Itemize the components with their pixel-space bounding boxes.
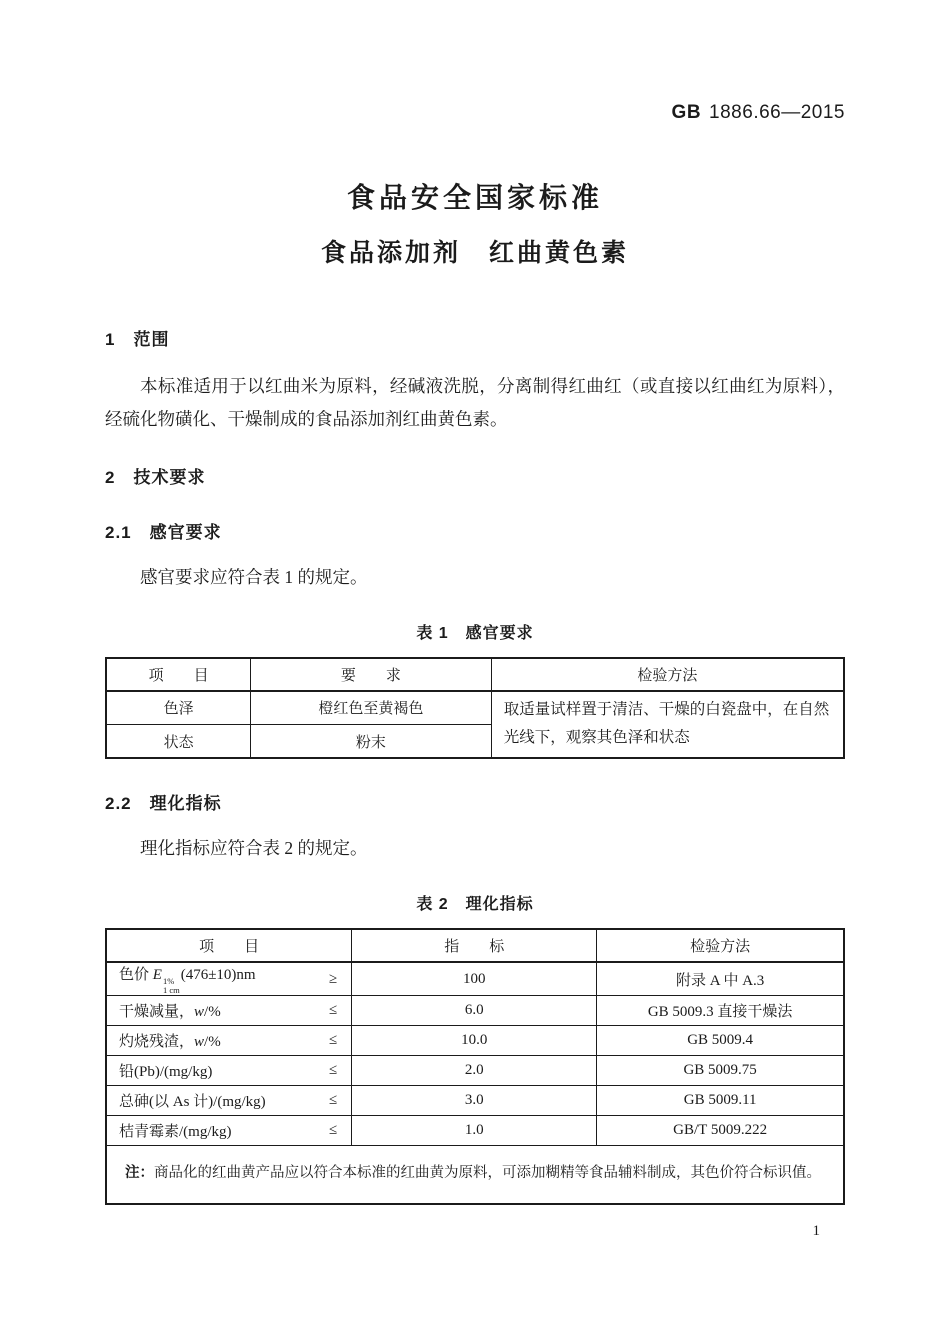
section-1-body: 本标准适用于以红曲米为原料，经碱液洗脱，分离制得红曲红（或直接以红曲红为原料），经硫化物磺化、干燥制成的食品添加剂红曲黄色素。 xyxy=(105,376,845,430)
table-1-header-requirement: 要 求 xyxy=(251,658,492,691)
table-2-header-index: 指 标 xyxy=(352,929,597,962)
table-2-item-drying-loss: 干燥减量，w/% ≤ xyxy=(106,996,352,1026)
relation-symbol: ≤ xyxy=(329,1062,338,1079)
table-2-header-row xyxy=(106,929,844,962)
table-2-value: 3.0 xyxy=(352,1086,597,1116)
table-2-value: 1.0 xyxy=(352,1116,597,1146)
table-2-method: GB/T 5009.222 xyxy=(597,1116,844,1146)
relation-symbol: ≤ xyxy=(329,1122,338,1139)
table-note-row xyxy=(106,1146,844,1205)
table-row xyxy=(106,1086,844,1116)
table-row xyxy=(106,691,844,725)
table-physicochemical-indexes xyxy=(105,928,845,1205)
relation-symbol: ≤ xyxy=(329,1092,338,1109)
table-1-header-item: 项 目 xyxy=(106,658,251,691)
table-2-method: GB 5009.75 xyxy=(597,1056,844,1086)
table-2-value: 100 xyxy=(352,962,597,995)
table-2-item-citrinin: 桔青霉素/(mg/kg) ≤ xyxy=(106,1116,352,1146)
relation-symbol: ≤ xyxy=(329,1002,338,1019)
table-1-method-merged: 取适量试样置于清洁、干燥的白瓷盘中，在自然光线下，观察其色泽和状态 xyxy=(491,691,844,758)
table-2-item-arsenic: 总砷(以 As 计)/(mg/kg) ≤ xyxy=(106,1086,352,1116)
document-title-line2: 食品添加剂 红曲黄色素 xyxy=(320,239,629,267)
table-2-item-ignition-residue: 灼烧残渣，w/% ≤ xyxy=(106,1026,352,1056)
table-1-requirement-color: 橙红色至黄褐色 xyxy=(251,691,492,725)
section-2-2-body: 理化指标应符合表 2 的规定。 xyxy=(140,838,368,859)
table-2-caption: 表 2 理化指标 xyxy=(416,896,534,914)
table-2-method: GB 5009.4 xyxy=(597,1026,844,1056)
table-1-caption: 表 1 感官要求 xyxy=(416,624,534,642)
standard-code-prefix: GB xyxy=(671,102,702,123)
table-1-item-color: 色泽 xyxy=(106,691,251,725)
standard-code xyxy=(105,0,845,124)
document-title-line1: 食品安全国家标准 xyxy=(346,182,603,213)
table-2-item-color-value: 色价 E 1% 1 cm (476±10)nm ≥ xyxy=(106,962,352,995)
table-2-header-item: 项 目 xyxy=(106,929,352,962)
table-row xyxy=(106,996,844,1026)
section-2-heading: 2 技术要求 xyxy=(105,467,206,487)
table-row xyxy=(106,1026,844,1056)
table-sensory-requirements xyxy=(105,657,845,759)
table-2-item-lead: 铅(Pb)/(mg/kg) ≤ xyxy=(106,1056,352,1086)
E-symbol: E xyxy=(152,967,162,984)
supsub-stack: 1% 1 cm xyxy=(162,975,180,995)
page-number: 1 xyxy=(812,1223,820,1239)
relation-symbol: ≤ xyxy=(329,1032,338,1049)
note-label: 注： xyxy=(125,1164,154,1181)
table-1-item-state: 状态 xyxy=(106,724,251,758)
standard-code-number: 1886.66—2015 xyxy=(709,102,845,123)
table-row xyxy=(106,1056,844,1086)
table-2-value: 2.0 xyxy=(352,1056,597,1086)
section-2-2-heading: 2.2 理化指标 xyxy=(105,794,222,814)
table-2-value: 6.0 xyxy=(352,996,597,1026)
section-2-1-heading: 2.1 感官要求 xyxy=(105,522,222,542)
table-2-method: GB 5009.11 xyxy=(597,1086,844,1116)
relation-symbol: ≥ xyxy=(329,970,338,987)
table-1-header-row xyxy=(106,658,844,691)
table-row xyxy=(106,962,844,995)
section-1-heading: 1 范围 xyxy=(105,330,170,349)
table-2-method: GB 5009.3 直接干燥法 xyxy=(597,996,844,1026)
table-2-method: 附录 A 中 A.3 xyxy=(597,962,844,995)
table-2-header-method: 检验方法 xyxy=(597,929,844,962)
table-1-header-method: 检验方法 xyxy=(491,658,844,691)
table-1-requirement-state: 粉末 xyxy=(251,724,492,758)
table-2-note xyxy=(106,1146,844,1205)
table-2-value: 10.0 xyxy=(352,1026,597,1056)
section-2-1-body: 感官要求应符合表 1 的规定。 xyxy=(140,566,368,587)
note-text: 商品化的红曲黄产品应以符合本标准的红曲黄为原料，可添加糊精等食品辅料制成，其色价符合标识值。 xyxy=(154,1164,821,1181)
table-row xyxy=(106,1116,844,1146)
